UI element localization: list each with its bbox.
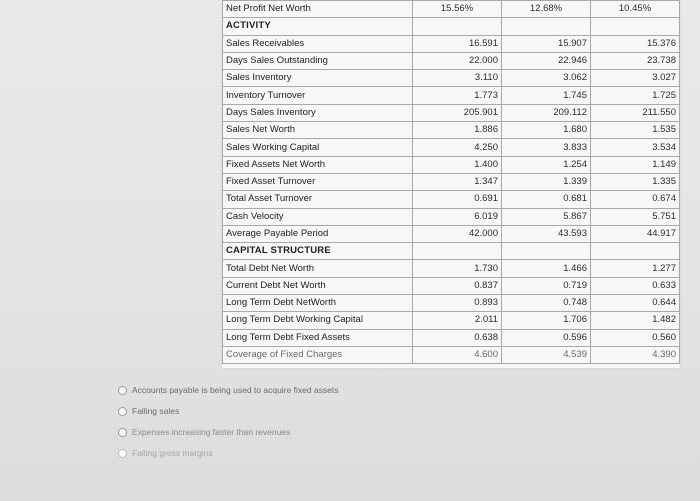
value-cell: 1.886 xyxy=(413,122,502,139)
value-cell xyxy=(591,243,680,260)
value-cell: 1.254 xyxy=(502,156,591,173)
table-row xyxy=(223,329,680,346)
table-row xyxy=(223,1,680,18)
value-cell: 22.000 xyxy=(413,52,502,69)
table-row xyxy=(223,225,680,242)
value-cell: 0.644 xyxy=(591,295,680,312)
row-label: Fixed Assets Net Worth xyxy=(223,156,413,173)
value-cell: 16.591 xyxy=(413,35,502,52)
row-label: Days Sales Inventory xyxy=(223,104,413,121)
radio-button-icon[interactable] xyxy=(118,407,127,416)
table-row xyxy=(223,173,680,190)
value-cell: 3.062 xyxy=(502,70,591,87)
option-falling-sales[interactable] xyxy=(118,401,418,421)
value-cell: 6.019 xyxy=(413,208,502,225)
value-cell: 44.917 xyxy=(591,225,680,242)
option-label: Falling sales xyxy=(132,406,180,416)
value-cell: 209.112 xyxy=(502,104,591,121)
ratio-table-sheet xyxy=(222,0,680,368)
value-cell: 1.149 xyxy=(591,156,680,173)
table-row xyxy=(223,104,680,121)
value-cell: 2.011 xyxy=(413,312,502,329)
table-row xyxy=(223,346,680,363)
value-cell: 1.680 xyxy=(502,122,591,139)
table-row xyxy=(223,52,680,69)
value-cell: 0.596 xyxy=(502,329,591,346)
value-cell: 3.110 xyxy=(413,70,502,87)
table-row xyxy=(223,156,680,173)
table-row xyxy=(223,312,680,329)
table-row xyxy=(223,277,680,294)
option-expenses-increasing[interactable] xyxy=(118,422,418,442)
table-row xyxy=(223,139,680,156)
value-cell: 205.901 xyxy=(413,104,502,121)
value-cell: 1.482 xyxy=(591,312,680,329)
value-cell: 1.335 xyxy=(591,173,680,190)
value-cell: 1.535 xyxy=(591,122,680,139)
row-label: CAPITAL STRUCTURE xyxy=(223,243,413,260)
value-cell xyxy=(591,18,680,35)
table-row xyxy=(223,243,680,260)
option-label: Expenses increasing faster than revenues xyxy=(132,427,291,437)
value-cell: 1.706 xyxy=(502,312,591,329)
value-cell: 1.730 xyxy=(413,260,502,277)
value-cell: 15.56% xyxy=(413,1,502,18)
value-cell: 10.45% xyxy=(591,1,680,18)
value-cell: 4.539 xyxy=(502,346,591,363)
value-cell: 4.600 xyxy=(413,346,502,363)
value-cell: 12.68% xyxy=(502,1,591,18)
radio-button-icon[interactable] xyxy=(118,449,127,458)
value-cell: 4.390 xyxy=(591,346,680,363)
value-cell: 15.376 xyxy=(591,35,680,52)
value-cell xyxy=(502,243,591,260)
table-row xyxy=(223,35,680,52)
table-row xyxy=(223,87,680,104)
value-cell xyxy=(413,18,502,35)
option-label: Accounts payable is being used to acquire fixed assets xyxy=(132,385,339,395)
row-label: Sales Inventory xyxy=(223,70,413,87)
row-label: Total Debt Net Worth xyxy=(223,260,413,277)
value-cell: 0.893 xyxy=(413,295,502,312)
value-cell: 4.250 xyxy=(413,139,502,156)
value-cell: 42.000 xyxy=(413,225,502,242)
value-cell: 3.027 xyxy=(591,70,680,87)
value-cell: 1.466 xyxy=(502,260,591,277)
value-cell: 0.748 xyxy=(502,295,591,312)
value-cell: 0.681 xyxy=(502,191,591,208)
radio-button-icon[interactable] xyxy=(118,428,127,437)
value-cell: 1.339 xyxy=(502,173,591,190)
value-cell: 22.946 xyxy=(502,52,591,69)
value-cell: 1.725 xyxy=(591,87,680,104)
answer-options xyxy=(118,380,418,464)
row-label: Sales Receivables xyxy=(223,35,413,52)
value-cell: 0.633 xyxy=(591,277,680,294)
value-cell: 0.674 xyxy=(591,191,680,208)
value-cell: 0.691 xyxy=(413,191,502,208)
value-cell: 1.773 xyxy=(413,87,502,104)
row-label: ACTIVITY xyxy=(223,18,413,35)
value-cell: 23.738 xyxy=(591,52,680,69)
row-label: Coverage of Fixed Charges xyxy=(223,346,413,363)
row-label: Days Sales Outstanding xyxy=(223,52,413,69)
row-label: Current Debt Net Worth xyxy=(223,277,413,294)
table-row xyxy=(223,191,680,208)
value-cell xyxy=(502,18,591,35)
value-cell: 3.534 xyxy=(591,139,680,156)
table-row xyxy=(223,295,680,312)
radio-button-icon[interactable] xyxy=(118,386,127,395)
row-label: Sales Net Worth xyxy=(223,122,413,139)
option-falling-gross-margins[interactable] xyxy=(118,443,418,463)
value-cell: 43.593 xyxy=(502,225,591,242)
table-row xyxy=(223,18,680,35)
value-cell: 1.277 xyxy=(591,260,680,277)
value-cell: 5.867 xyxy=(502,208,591,225)
value-cell: 0.638 xyxy=(413,329,502,346)
row-label: Long Term Debt Working Capital xyxy=(223,312,413,329)
value-cell: 0.837 xyxy=(413,277,502,294)
table-row xyxy=(223,208,680,225)
value-cell: 3.833 xyxy=(502,139,591,156)
value-cell: 1.745 xyxy=(502,87,591,104)
option-label: Falling gross margins xyxy=(132,448,213,458)
value-cell: 0.719 xyxy=(502,277,591,294)
table-row xyxy=(223,70,680,87)
row-label: Sales Working Capital xyxy=(223,139,413,156)
value-cell: 0.560 xyxy=(591,329,680,346)
row-label: Average Payable Period xyxy=(223,225,413,242)
row-label: Long Term Debt Fixed Assets xyxy=(223,329,413,346)
row-label: Total Asset Turnover xyxy=(223,191,413,208)
value-cell: 5.751 xyxy=(591,208,680,225)
row-label: Cash Velocity xyxy=(223,208,413,225)
value-cell: 1.347 xyxy=(413,173,502,190)
table-row xyxy=(223,260,680,277)
row-label: Long Term Debt NetWorth xyxy=(223,295,413,312)
table-row xyxy=(223,122,680,139)
row-label: Net Profit Net Worth xyxy=(223,1,413,18)
option-accounts-payable[interactable] xyxy=(118,380,418,400)
row-label: Inventory Turnover xyxy=(223,87,413,104)
value-cell: 211.550 xyxy=(591,104,680,121)
financial-ratios-table xyxy=(222,0,680,364)
value-cell: 15.907 xyxy=(502,35,591,52)
row-label: Fixed Asset Turnover xyxy=(223,173,413,190)
value-cell: 1.400 xyxy=(413,156,502,173)
value-cell xyxy=(413,243,502,260)
